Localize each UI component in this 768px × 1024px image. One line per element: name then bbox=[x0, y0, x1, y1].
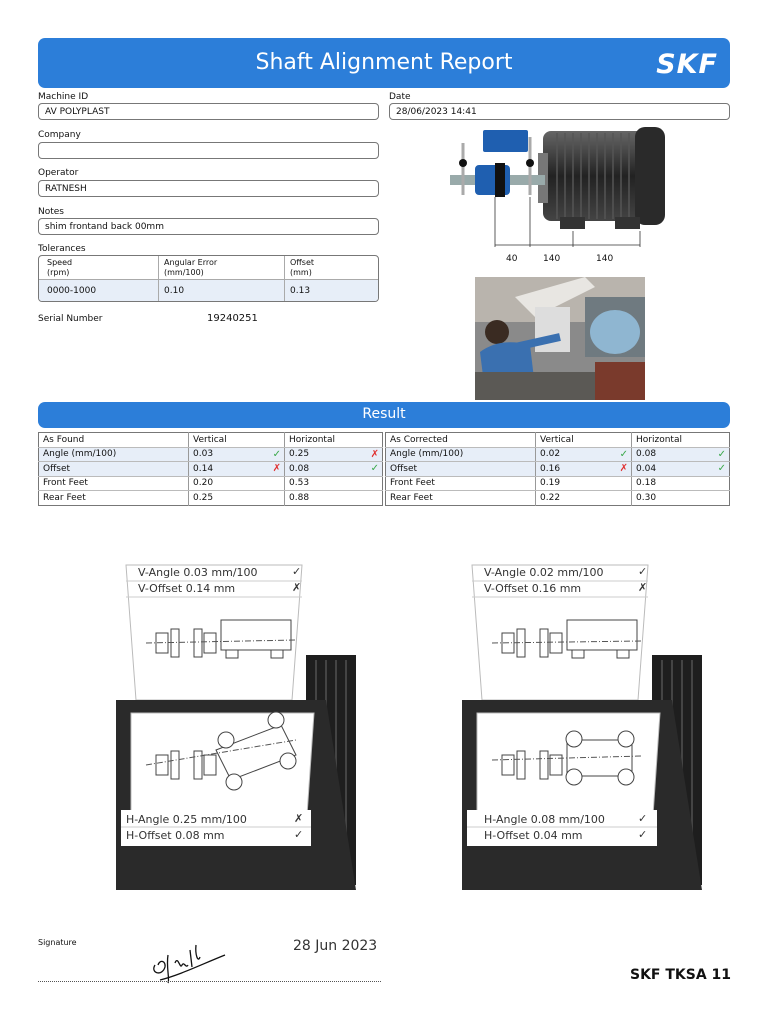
report-header-banner bbox=[38, 38, 730, 88]
row-label: Angle (mm/100) bbox=[386, 447, 536, 462]
vertical-header: Vertical bbox=[189, 433, 285, 448]
check-icon: ✓ bbox=[292, 565, 302, 578]
table-row bbox=[386, 462, 730, 477]
as-corrected-alignment-view bbox=[462, 555, 702, 890]
value-cell: 0.88 bbox=[289, 492, 310, 503]
cross-icon: ✗ bbox=[619, 463, 628, 474]
tol-speed-header: Speed (rpm) bbox=[47, 258, 73, 277]
v-angle-text: V-Angle 0.03 mm/100 bbox=[138, 566, 258, 579]
table-row bbox=[386, 433, 730, 448]
value-cell: 0.25 ✗ bbox=[285, 447, 383, 462]
check-icon: ✓ bbox=[638, 565, 648, 578]
value-cell: 0.20 bbox=[189, 476, 285, 491]
h-angle-text: H-Angle 0.08 mm/100 bbox=[484, 813, 605, 826]
value-cell: 0.02 ✓ bbox=[536, 447, 632, 462]
row-label: Front Feet bbox=[386, 476, 536, 491]
value-cell: 0.14 ✗ bbox=[189, 462, 285, 477]
tol-angular-header: Angular Error (mm/100) bbox=[164, 258, 218, 277]
serial-number-value: 19240251 bbox=[207, 313, 258, 324]
table-row bbox=[386, 476, 730, 491]
row-label: Rear Feet bbox=[386, 491, 536, 506]
h-offset-text: H-Offset 0.04 mm bbox=[484, 829, 583, 842]
as-found-header: As Found bbox=[39, 433, 189, 448]
tol-angular-value: 0.10 bbox=[164, 286, 185, 296]
operator-field: RATNESH bbox=[38, 180, 379, 197]
check-icon: ✓ bbox=[638, 828, 648, 841]
h-offset-text: H-Offset 0.08 mm bbox=[126, 829, 225, 842]
cross-icon: ✗ bbox=[370, 448, 379, 460]
result-title: Result bbox=[362, 406, 406, 422]
skf-logo: SKF bbox=[656, 49, 718, 80]
table-row bbox=[386, 447, 730, 462]
value-cell: 0.18 bbox=[632, 476, 730, 491]
result-banner bbox=[38, 402, 730, 428]
check-icon: ✓ bbox=[294, 828, 304, 841]
horizontal-header: Horizontal bbox=[632, 433, 730, 448]
date-label: Date bbox=[389, 92, 411, 102]
check-icon: ✓ bbox=[272, 448, 281, 460]
check-icon: ✓ bbox=[619, 448, 628, 460]
tolerances-table bbox=[38, 255, 379, 302]
horizontal-header: Horizontal bbox=[285, 433, 383, 448]
table-row bbox=[39, 491, 383, 506]
table-row bbox=[386, 491, 730, 506]
v-offset-text: V-Offset 0.16 mm bbox=[484, 582, 582, 595]
value-cell: 0.53 bbox=[285, 476, 383, 491]
tol-values-row bbox=[39, 279, 378, 301]
serial-number-label: Serial Number bbox=[38, 314, 103, 324]
notes-field: shim frontand back 00mm bbox=[38, 218, 379, 235]
table-row bbox=[39, 476, 383, 491]
row-label: Rear Feet bbox=[39, 491, 189, 506]
value-cell: 0.22 bbox=[536, 491, 632, 506]
date-field: 28/06/2023 14:41 bbox=[389, 103, 730, 120]
check-icon: ✓ bbox=[717, 463, 726, 474]
check-icon: ✓ bbox=[638, 812, 648, 825]
company-field bbox=[38, 142, 379, 159]
cross-icon: ✗ bbox=[272, 463, 281, 474]
check-icon: ✓ bbox=[370, 463, 379, 474]
as-found-table bbox=[38, 432, 383, 506]
site-photo bbox=[475, 277, 645, 400]
row-label: Angle (mm/100) bbox=[39, 447, 189, 462]
as-corrected-table bbox=[385, 432, 730, 506]
table-row bbox=[39, 447, 383, 462]
value-cell: 0.30 bbox=[636, 492, 657, 503]
cross-icon: ✗ bbox=[638, 581, 648, 594]
check-icon: ✓ bbox=[717, 448, 726, 460]
cross-icon: ✗ bbox=[294, 812, 304, 825]
cross-icon: ✗ bbox=[292, 581, 302, 594]
value-cell: 0.25 bbox=[189, 491, 285, 506]
tol-speed-value: 0000-1000 bbox=[47, 286, 97, 296]
h-angle-text: H-Angle 0.25 mm/100 bbox=[126, 813, 247, 826]
row-label: Front Feet bbox=[39, 476, 189, 491]
v-angle-text: V-Angle 0.02 mm/100 bbox=[484, 566, 604, 579]
signature-date: 28 Jun 2023 bbox=[293, 938, 378, 954]
value-cell: 0.19 bbox=[536, 476, 632, 491]
value-cell: 0.04 ✓ bbox=[632, 462, 730, 477]
signature-label: Signature bbox=[38, 938, 77, 947]
as-corrected-header: As Corrected bbox=[386, 433, 536, 448]
vertical-header: Vertical bbox=[536, 433, 632, 448]
dimension-sensor-front-feet: 140 bbox=[543, 254, 561, 264]
table-row bbox=[39, 433, 383, 448]
device-model: SKF TKSA 11 bbox=[630, 967, 732, 983]
handwritten-signature bbox=[140, 935, 230, 985]
company-label: Company bbox=[38, 130, 81, 140]
dimension-coupling-sensor: 40 bbox=[506, 254, 518, 264]
value-cell: 0.03 ✓ bbox=[189, 447, 285, 462]
as-found-alignment-view bbox=[116, 555, 356, 890]
dimension-front-rear-feet: 140 bbox=[596, 254, 614, 264]
row-label: Offset bbox=[39, 462, 189, 477]
table-row bbox=[39, 462, 383, 477]
machine-id-field: AV POLYPLAST bbox=[38, 103, 379, 120]
row-label: Offset bbox=[386, 462, 536, 477]
tol-offset-header: Offset (mm) bbox=[290, 258, 315, 277]
report-title: Shaft Alignment Report bbox=[255, 50, 513, 75]
value-cell: 0.16 ✗ bbox=[536, 462, 632, 477]
tolerances-label: Tolerances bbox=[38, 244, 86, 254]
value-cell: 0.08 ✓ bbox=[285, 462, 383, 477]
v-offset-text: V-Offset 0.14 mm bbox=[138, 582, 236, 595]
notes-label: Notes bbox=[38, 207, 64, 217]
value-cell: 0.08 ✓ bbox=[632, 447, 730, 462]
machine-id-label: Machine ID bbox=[38, 92, 89, 102]
tol-offset-value: 0.13 bbox=[290, 286, 311, 296]
signature-line bbox=[38, 981, 381, 982]
machine-alignment-diagram bbox=[445, 125, 685, 265]
operator-label: Operator bbox=[38, 168, 79, 178]
